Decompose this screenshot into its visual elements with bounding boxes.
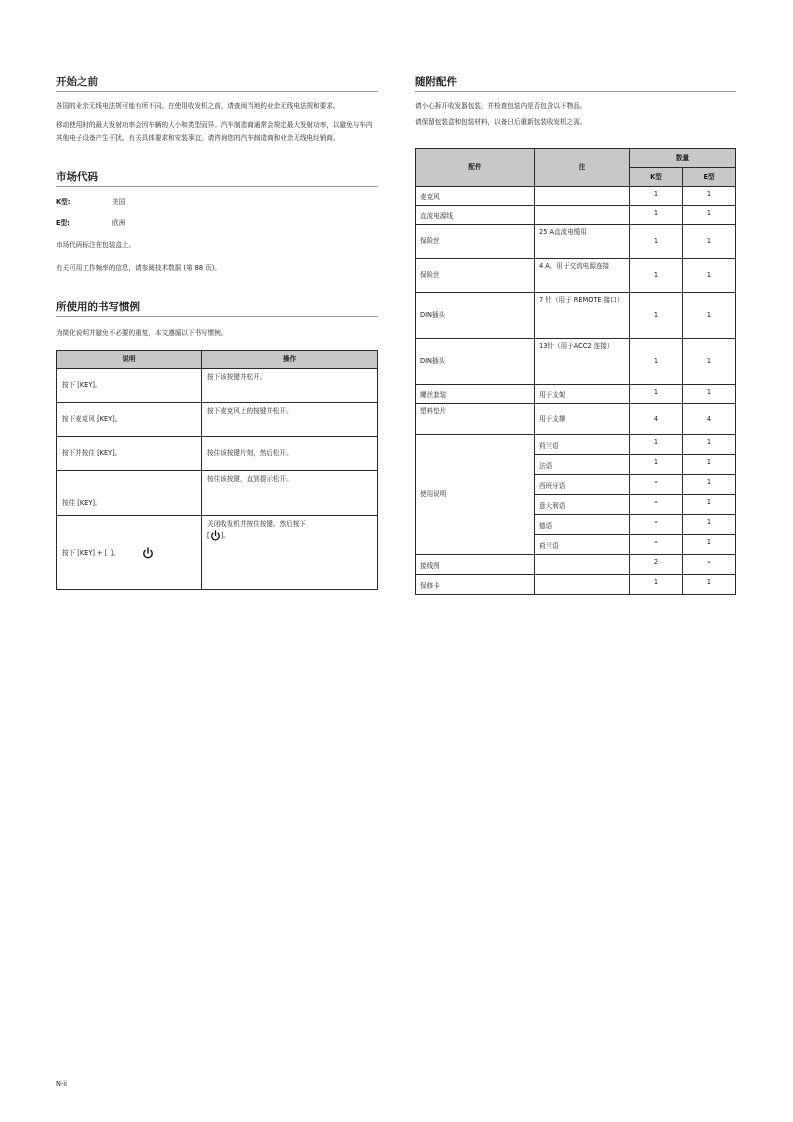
accessory-note: 荷兰语 <box>535 435 630 455</box>
table-row <box>416 555 736 575</box>
accessory-qty-e: 1 <box>683 339 736 385</box>
accessory-item: 螺丝套装 <box>416 385 535 404</box>
accessory-note <box>535 206 630 225</box>
table-row <box>57 437 378 471</box>
table-row <box>416 225 736 259</box>
convention-operation-part: [ <box>207 531 210 540</box>
conventions-intro: 为简化说明并避免不必要的重复，本文遵循以下书写惯例。 <box>56 329 228 337</box>
convention-description-part: 按下 [KEY] + [ <box>62 548 108 557</box>
table-row <box>416 575 736 595</box>
accessory-item: DIN插头 <box>416 339 535 385</box>
accessory-qty-k: 1 <box>630 435 683 455</box>
accessories-table <box>415 148 736 595</box>
convention-description: 按下 [KEY]。 <box>57 369 202 403</box>
accessory-item: 塑料垫片 <box>416 404 535 435</box>
table-row <box>416 206 736 225</box>
market-code-row-k <box>56 197 378 208</box>
page-number: N-ii <box>56 1080 67 1088</box>
market-code-key: K型: <box>56 198 71 206</box>
table-row <box>57 369 378 403</box>
market-code-value: 欧洲 <box>112 219 126 227</box>
accessory-qty-k: 1 <box>630 575 683 595</box>
accessory-qty-e: 1 <box>683 455 736 475</box>
accessory-qty-e: 1 <box>683 435 736 455</box>
accessory-qty-e: 1 <box>683 293 736 339</box>
accessory-note: 7 针（用于 REMOTE 接口） <box>535 293 630 339</box>
convention-description-part: ]。 <box>110 548 120 557</box>
convention-operation-part: ]。 <box>220 531 230 540</box>
right-column <box>415 76 736 595</box>
power-icon <box>210 530 221 541</box>
market-codes-paragraph-1: 市场代码标注在包装盒上。 <box>56 241 136 249</box>
accessory-qty-k: 1 <box>630 225 683 259</box>
section-title-conventions: 所使用的书写惯例 <box>56 301 378 317</box>
accessory-qty-k: 1 <box>630 206 683 225</box>
accessory-note: 用于支架 <box>535 385 630 404</box>
section-accessories <box>415 76 736 595</box>
accessory-qty-e: 1 <box>683 225 736 259</box>
accessory-note: 法语 <box>535 455 630 475</box>
accessory-note <box>535 187 630 206</box>
before-start-paragraph-1: 各国的业余无线电法规可能有所不同。在使用收发机之前，请查阅当地的业余无线电法规和要求。 <box>56 102 340 110</box>
accessory-note: 13针（用于ACC2 连接） <box>535 339 630 385</box>
convention-operation: 按住该按键，直到提示松开。 <box>202 471 378 516</box>
column-header-e: E型 <box>683 168 736 187</box>
column-header-description: 说明 <box>57 351 202 369</box>
convention-description <box>57 516 202 590</box>
accessory-item: DIN插头 <box>416 293 535 339</box>
accessory-qty-e: 1 <box>683 259 736 293</box>
section-before-start <box>56 76 378 145</box>
table-row <box>416 404 736 435</box>
accessory-qty-e: 1 <box>683 187 736 206</box>
section-title-market-codes: 市场代码 <box>56 171 378 187</box>
accessory-note: 德语 <box>535 515 630 535</box>
accessory-qty-k: 1 <box>630 293 683 339</box>
column-header-k: K型 <box>630 168 683 187</box>
accessory-qty-k: 4 <box>630 404 683 435</box>
accessory-qty-e: 1 <box>683 495 736 515</box>
accessory-note <box>535 575 630 595</box>
accessory-note: 用于支撑 <box>535 404 630 435</box>
convention-operation <box>202 516 378 590</box>
section-conventions <box>56 301 378 590</box>
accessory-item-manual: 使用说明 <box>416 435 535 555</box>
accessory-note: 25 A直流电缆用 <box>535 225 630 259</box>
power-icon <box>142 547 154 559</box>
accessory-qty-e: 1 <box>683 206 736 225</box>
convention-description: 按下并按住 [KEY]。 <box>57 437 202 471</box>
accessory-qty-k: 1 <box>630 385 683 404</box>
accessory-qty-k: – <box>630 495 683 515</box>
table-row <box>416 187 736 206</box>
table-header-row <box>416 149 736 168</box>
table-row <box>416 259 736 293</box>
accessory-item: 直流电源线 <box>416 206 535 225</box>
table-header-row <box>57 351 378 369</box>
section-title-accessories: 随附配件 <box>415 76 736 92</box>
convention-operation: 按住该按键片刻，然后松开。 <box>202 437 378 471</box>
convention-operation-line <box>207 530 372 542</box>
table-row <box>416 385 736 404</box>
table-row <box>57 403 378 437</box>
section-title-before-start: 开始之前 <box>56 76 378 92</box>
accessory-item: 接线图 <box>416 555 535 575</box>
accessories-paragraph-2: 请保留包装盒和包装材料，以备日后重新包装收发机之需。 <box>415 118 587 126</box>
market-code-value: 美国 <box>112 198 126 206</box>
accessory-qty-e: 1 <box>683 535 736 555</box>
column-header-note: 注 <box>535 149 630 187</box>
accessory-qty-k: 1 <box>630 455 683 475</box>
accessory-qty-k: – <box>630 475 683 495</box>
accessories-paragraph-1: 请小心拆开收发器包装，并检查包装内是否包含以下物品。 <box>415 102 587 110</box>
column-header-item: 配件 <box>416 149 535 187</box>
market-codes-paragraph-2: 有关可用工作频率的信息，请参阅技术数据 (第 88 页)。 <box>56 264 221 272</box>
accessory-qty-e: 1 <box>683 575 736 595</box>
column-header-quantity: 数量 <box>630 149 736 168</box>
market-code-row-e <box>56 218 378 229</box>
convention-operation-line: 关闭收发机并按住按键。然后按下 <box>207 520 306 528</box>
convention-operation: 按下该按键并松开。 <box>202 369 378 403</box>
convention-description: 按住 [KEY]。 <box>57 471 202 516</box>
accessory-item: 保险丝 <box>416 225 535 259</box>
accessory-qty-k: – <box>630 515 683 535</box>
accessory-qty-k: 1 <box>630 259 683 293</box>
left-column <box>56 76 378 590</box>
conventions-table <box>56 350 378 590</box>
accessory-item: 保修卡 <box>416 575 535 595</box>
accessory-note: 荷兰语 <box>535 535 630 555</box>
before-start-paragraph-2: 移动使用时的最大发射功率会因车辆的大小和类型而异。汽车制造商通常会规定最大发射功率，以避免与车内其他电子设备产生干扰。有关具体要求和安装事宜，请咨询您的汽车制造商和业余无线电经销商。 <box>56 121 373 142</box>
accessory-qty-k: – <box>630 535 683 555</box>
accessory-note: 4 A，用于交流电源连接 <box>535 259 630 293</box>
table-row <box>416 293 736 339</box>
table-row <box>416 339 736 385</box>
accessory-qty-e: 1 <box>683 475 736 495</box>
accessory-qty-k: 2 <box>630 555 683 575</box>
accessory-qty-e: 1 <box>683 515 736 535</box>
table-row <box>416 435 736 455</box>
accessory-note <box>535 555 630 575</box>
column-header-operation: 操作 <box>202 351 378 369</box>
accessory-qty-e: 1 <box>683 385 736 404</box>
convention-operation: 按下麦克风上的按键并松开。 <box>202 403 378 437</box>
accessory-qty-k: 1 <box>630 187 683 206</box>
accessory-item: 麦克风 <box>416 187 535 206</box>
accessory-qty-e: 4 <box>683 404 736 435</box>
accessory-item: 保险丝 <box>416 259 535 293</box>
table-row <box>57 516 378 590</box>
accessory-note: 西班牙语 <box>535 475 630 495</box>
table-row <box>57 471 378 516</box>
accessory-note: 意大利语 <box>535 495 630 515</box>
section-market-codes <box>56 171 378 275</box>
accessory-qty-e: – <box>683 555 736 575</box>
market-code-key: E型: <box>56 219 70 227</box>
convention-description: 按下麦克风 [KEY]。 <box>57 403 202 437</box>
accessory-qty-k: 1 <box>630 339 683 385</box>
